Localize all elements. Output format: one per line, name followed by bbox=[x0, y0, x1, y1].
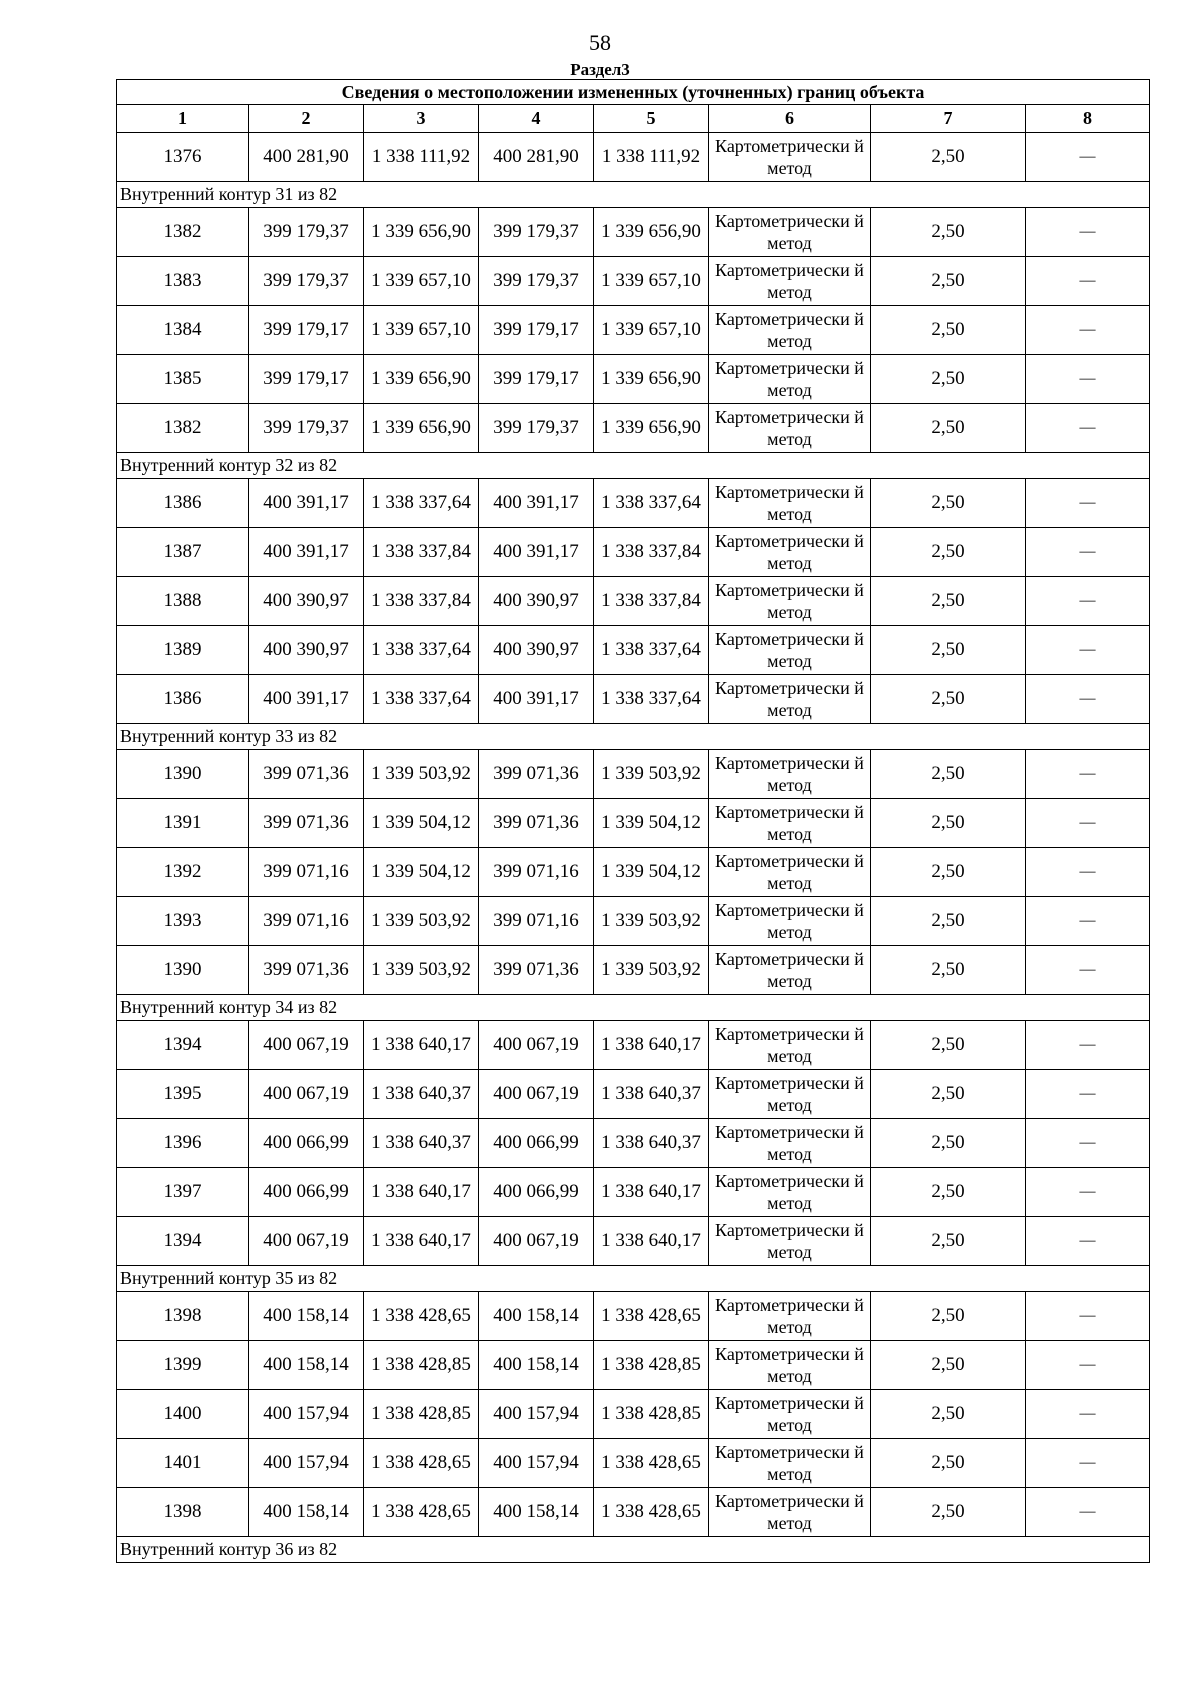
method-cell: Картометрически й метод bbox=[709, 479, 871, 528]
table-row bbox=[117, 1021, 1150, 1070]
x-old-cell: 400 391,17 bbox=[249, 479, 364, 528]
accuracy-cell: 2,50 bbox=[871, 897, 1026, 946]
x-new-cell: 400 157,94 bbox=[479, 1390, 594, 1439]
table-row bbox=[117, 1292, 1150, 1341]
accuracy-cell: 2,50 bbox=[871, 528, 1026, 577]
method-cell: Картометрически й метод bbox=[709, 675, 871, 724]
y-new-cell: 1 338 428,65 bbox=[594, 1292, 709, 1341]
point-number-cell: 1401 bbox=[117, 1439, 249, 1488]
table-row bbox=[117, 1341, 1150, 1390]
description-cell: — bbox=[1026, 848, 1150, 897]
description-cell: — bbox=[1026, 1439, 1150, 1488]
x-old-cell: 399 071,16 bbox=[249, 848, 364, 897]
point-number-cell: 1387 bbox=[117, 528, 249, 577]
description-cell: — bbox=[1026, 257, 1150, 306]
x-old-cell: 400 067,19 bbox=[249, 1021, 364, 1070]
contour-label: Внутренний контур 32 из 82 bbox=[117, 453, 1150, 479]
point-number-cell: 1383 bbox=[117, 257, 249, 306]
y-new-cell: 1 338 640,17 bbox=[594, 1021, 709, 1070]
x-new-cell: 400 391,17 bbox=[479, 479, 594, 528]
y-old-cell: 1 339 503,92 bbox=[364, 897, 479, 946]
accuracy-cell: 2,50 bbox=[871, 306, 1026, 355]
x-old-cell: 400 066,99 bbox=[249, 1119, 364, 1168]
accuracy-cell: 2,50 bbox=[871, 1070, 1026, 1119]
x-old-cell: 400 390,97 bbox=[249, 626, 364, 675]
table-row bbox=[117, 479, 1150, 528]
table-row bbox=[117, 528, 1150, 577]
method-cell: Картометрически й метод bbox=[709, 577, 871, 626]
method-cell: Картометрически й метод bbox=[709, 404, 871, 453]
y-old-cell: 1 339 503,92 bbox=[364, 946, 479, 995]
x-new-cell: 400 067,19 bbox=[479, 1217, 594, 1266]
description-cell: — bbox=[1026, 946, 1150, 995]
column-header: 2 bbox=[249, 105, 364, 133]
y-old-cell: 1 338 428,65 bbox=[364, 1292, 479, 1341]
y-new-cell: 1 338 337,84 bbox=[594, 577, 709, 626]
y-new-cell: 1 339 504,12 bbox=[594, 799, 709, 848]
point-number-cell: 1384 bbox=[117, 306, 249, 355]
description-cell: — bbox=[1026, 404, 1150, 453]
boundary-coordinates-table bbox=[116, 79, 1150, 1563]
x-old-cell: 399 071,16 bbox=[249, 897, 364, 946]
accuracy-cell: 2,50 bbox=[871, 1217, 1026, 1266]
y-new-cell: 1 339 656,90 bbox=[594, 208, 709, 257]
description-cell: — bbox=[1026, 1168, 1150, 1217]
x-old-cell: 400 390,97 bbox=[249, 577, 364, 626]
y-new-cell: 1 339 503,92 bbox=[594, 750, 709, 799]
description-cell: — bbox=[1026, 528, 1150, 577]
contour-label: Внутренний контур 34 из 82 bbox=[117, 995, 1150, 1021]
x-old-cell: 399 179,37 bbox=[249, 208, 364, 257]
y-old-cell: 1 338 640,17 bbox=[364, 1021, 479, 1070]
x-new-cell: 400 158,14 bbox=[479, 1292, 594, 1341]
contour-label: Внутренний контур 31 из 82 bbox=[117, 182, 1150, 208]
x-new-cell: 399 071,16 bbox=[479, 848, 594, 897]
accuracy-cell: 2,50 bbox=[871, 1292, 1026, 1341]
table-row bbox=[117, 626, 1150, 675]
y-old-cell: 1 338 428,85 bbox=[364, 1341, 479, 1390]
accuracy-cell: 2,50 bbox=[871, 675, 1026, 724]
table-row bbox=[117, 355, 1150, 404]
description-cell: — bbox=[1026, 1341, 1150, 1390]
x-new-cell: 400 067,19 bbox=[479, 1021, 594, 1070]
method-cell: Картометрически й метод bbox=[709, 133, 871, 182]
x-old-cell: 399 071,36 bbox=[249, 750, 364, 799]
y-new-cell: 1 338 337,64 bbox=[594, 479, 709, 528]
x-new-cell: 399 071,36 bbox=[479, 946, 594, 995]
accuracy-cell: 2,50 bbox=[871, 1439, 1026, 1488]
accuracy-cell: 2,50 bbox=[871, 1341, 1026, 1390]
method-cell: Картометрически й метод bbox=[709, 1119, 871, 1168]
method-cell: Картометрически й метод bbox=[709, 897, 871, 946]
table-row bbox=[117, 897, 1150, 946]
point-number-cell: 1382 bbox=[117, 404, 249, 453]
table-row bbox=[117, 1390, 1150, 1439]
x-new-cell: 399 071,36 bbox=[479, 750, 594, 799]
y-old-cell: 1 338 337,84 bbox=[364, 577, 479, 626]
accuracy-cell: 2,50 bbox=[871, 1390, 1026, 1439]
y-new-cell: 1 339 503,92 bbox=[594, 946, 709, 995]
x-new-cell: 400 158,14 bbox=[479, 1488, 594, 1537]
accuracy-cell: 2,50 bbox=[871, 479, 1026, 528]
table-row bbox=[117, 1168, 1150, 1217]
method-cell: Картометрически й метод bbox=[709, 257, 871, 306]
x-old-cell: 400 067,19 bbox=[249, 1217, 364, 1266]
y-old-cell: 1 338 337,84 bbox=[364, 528, 479, 577]
column-header: 3 bbox=[364, 105, 479, 133]
x-new-cell: 399 071,16 bbox=[479, 897, 594, 946]
description-cell: — bbox=[1026, 675, 1150, 724]
table-row bbox=[117, 208, 1150, 257]
table-row bbox=[117, 133, 1150, 182]
y-new-cell: 1 339 656,90 bbox=[594, 355, 709, 404]
y-old-cell: 1 338 640,17 bbox=[364, 1217, 479, 1266]
column-header: 1 bbox=[117, 105, 249, 133]
point-number-cell: 1395 bbox=[117, 1070, 249, 1119]
table-caption: Сведения о местоположении измененных (уточненных) границ объекта bbox=[117, 80, 1150, 105]
contour-heading-row bbox=[117, 453, 1150, 479]
point-number-cell: 1388 bbox=[117, 577, 249, 626]
table-row bbox=[117, 675, 1150, 724]
x-new-cell: 400 157,94 bbox=[479, 1439, 594, 1488]
point-number-cell: 1386 bbox=[117, 479, 249, 528]
description-cell: — bbox=[1026, 1217, 1150, 1266]
y-new-cell: 1 338 337,64 bbox=[594, 675, 709, 724]
x-new-cell: 399 179,37 bbox=[479, 208, 594, 257]
x-old-cell: 400 281,90 bbox=[249, 133, 364, 182]
description-cell: — bbox=[1026, 306, 1150, 355]
point-number-cell: 1390 bbox=[117, 946, 249, 995]
y-new-cell: 1 338 337,84 bbox=[594, 528, 709, 577]
table-row bbox=[117, 577, 1150, 626]
point-number-cell: 1389 bbox=[117, 626, 249, 675]
accuracy-cell: 2,50 bbox=[871, 355, 1026, 404]
description-cell: — bbox=[1026, 355, 1150, 404]
point-number-cell: 1394 bbox=[117, 1021, 249, 1070]
description-cell: — bbox=[1026, 799, 1150, 848]
x-new-cell: 400 391,17 bbox=[479, 675, 594, 724]
x-new-cell: 400 390,97 bbox=[479, 577, 594, 626]
accuracy-cell: 2,50 bbox=[871, 626, 1026, 675]
method-cell: Картометрически й метод bbox=[709, 946, 871, 995]
y-old-cell: 1 338 337,64 bbox=[364, 626, 479, 675]
accuracy-cell: 2,50 bbox=[871, 577, 1026, 626]
y-new-cell: 1 338 428,65 bbox=[594, 1488, 709, 1537]
point-number-cell: 1397 bbox=[117, 1168, 249, 1217]
method-cell: Картометрически й метод bbox=[709, 1217, 871, 1266]
method-cell: Картометрически й метод bbox=[709, 1390, 871, 1439]
y-old-cell: 1 339 504,12 bbox=[364, 799, 479, 848]
method-cell: Картометрически й метод bbox=[709, 1439, 871, 1488]
method-cell: Картометрически й метод bbox=[709, 750, 871, 799]
description-cell: — bbox=[1026, 133, 1150, 182]
y-new-cell: 1 338 640,17 bbox=[594, 1168, 709, 1217]
point-number-cell: 1391 bbox=[117, 799, 249, 848]
table-row bbox=[117, 257, 1150, 306]
accuracy-cell: 2,50 bbox=[871, 1119, 1026, 1168]
y-new-cell: 1 338 428,65 bbox=[594, 1439, 709, 1488]
y-old-cell: 1 339 657,10 bbox=[364, 257, 479, 306]
contour-label: Внутренний контур 35 из 82 bbox=[117, 1266, 1150, 1292]
section-title: Раздел3 bbox=[570, 60, 630, 79]
method-cell: Картометрически й метод bbox=[709, 1292, 871, 1341]
point-number-cell: 1386 bbox=[117, 675, 249, 724]
y-old-cell: 1 338 337,64 bbox=[364, 675, 479, 724]
x-old-cell: 399 179,37 bbox=[249, 257, 364, 306]
column-header: 6 bbox=[709, 105, 871, 133]
x-old-cell: 400 157,94 bbox=[249, 1390, 364, 1439]
accuracy-cell: 2,50 bbox=[871, 1488, 1026, 1537]
description-cell: — bbox=[1026, 208, 1150, 257]
contour-label: Внутренний контур 36 из 82 bbox=[117, 1537, 1150, 1563]
contour-heading-row bbox=[117, 1537, 1150, 1563]
description-cell: — bbox=[1026, 1390, 1150, 1439]
point-number-cell: 1400 bbox=[117, 1390, 249, 1439]
y-old-cell: 1 338 640,37 bbox=[364, 1070, 479, 1119]
y-old-cell: 1 339 656,90 bbox=[364, 355, 479, 404]
y-new-cell: 1 338 640,37 bbox=[594, 1119, 709, 1168]
y-new-cell: 1 339 656,90 bbox=[594, 404, 709, 453]
y-new-cell: 1 339 504,12 bbox=[594, 848, 709, 897]
contour-heading-row bbox=[117, 995, 1150, 1021]
accuracy-cell: 2,50 bbox=[871, 848, 1026, 897]
method-cell: Картометрически й метод bbox=[709, 1070, 871, 1119]
y-old-cell: 1 339 504,12 bbox=[364, 848, 479, 897]
point-number-cell: 1376 bbox=[117, 133, 249, 182]
table-row bbox=[117, 1488, 1150, 1537]
description-cell: — bbox=[1026, 1119, 1150, 1168]
point-number-cell: 1396 bbox=[117, 1119, 249, 1168]
accuracy-cell: 2,50 bbox=[871, 946, 1026, 995]
description-cell: — bbox=[1026, 1488, 1150, 1537]
method-cell: Картометрически й метод bbox=[709, 799, 871, 848]
method-cell: Картометрически й метод bbox=[709, 528, 871, 577]
contour-label: Внутренний контур 33 из 82 bbox=[117, 724, 1150, 750]
table-row bbox=[117, 306, 1150, 355]
y-new-cell: 1 339 657,10 bbox=[594, 306, 709, 355]
x-old-cell: 399 071,36 bbox=[249, 799, 364, 848]
x-old-cell: 400 157,94 bbox=[249, 1439, 364, 1488]
y-old-cell: 1 338 428,65 bbox=[364, 1488, 479, 1537]
x-new-cell: 400 281,90 bbox=[479, 133, 594, 182]
table-body bbox=[117, 133, 1150, 1563]
method-cell: Картометрически й метод bbox=[709, 1168, 871, 1217]
y-old-cell: 1 339 656,90 bbox=[364, 404, 479, 453]
accuracy-cell: 2,50 bbox=[871, 750, 1026, 799]
x-old-cell: 399 071,36 bbox=[249, 946, 364, 995]
table-row bbox=[117, 750, 1150, 799]
method-cell: Картометрически й метод bbox=[709, 1488, 871, 1537]
column-header: 5 bbox=[594, 105, 709, 133]
y-new-cell: 1 338 337,64 bbox=[594, 626, 709, 675]
x-old-cell: 399 179,37 bbox=[249, 404, 364, 453]
table-row bbox=[117, 1439, 1150, 1488]
accuracy-cell: 2,50 bbox=[871, 404, 1026, 453]
table-row bbox=[117, 404, 1150, 453]
method-cell: Картометрически й метод bbox=[709, 1021, 871, 1070]
method-cell: Картометрически й метод bbox=[709, 1341, 871, 1390]
description-cell: — bbox=[1026, 1070, 1150, 1119]
x-new-cell: 399 179,17 bbox=[479, 306, 594, 355]
x-old-cell: 400 391,17 bbox=[249, 675, 364, 724]
column-header-row bbox=[117, 105, 1150, 133]
x-new-cell: 399 071,36 bbox=[479, 799, 594, 848]
x-old-cell: 400 391,17 bbox=[249, 528, 364, 577]
y-old-cell: 1 338 337,64 bbox=[364, 479, 479, 528]
table-row bbox=[117, 1070, 1150, 1119]
x-new-cell: 400 158,14 bbox=[479, 1341, 594, 1390]
accuracy-cell: 2,50 bbox=[871, 133, 1026, 182]
description-cell: — bbox=[1026, 577, 1150, 626]
y-new-cell: 1 338 640,17 bbox=[594, 1217, 709, 1266]
column-header: 4 bbox=[479, 105, 594, 133]
page-number: 58 bbox=[589, 30, 611, 55]
x-old-cell: 400 158,14 bbox=[249, 1341, 364, 1390]
description-cell: — bbox=[1026, 750, 1150, 799]
x-old-cell: 400 067,19 bbox=[249, 1070, 364, 1119]
contour-heading-row bbox=[117, 182, 1150, 208]
point-number-cell: 1393 bbox=[117, 897, 249, 946]
point-number-cell: 1392 bbox=[117, 848, 249, 897]
x-new-cell: 400 066,99 bbox=[479, 1119, 594, 1168]
accuracy-cell: 2,50 bbox=[871, 1021, 1026, 1070]
column-header: 8 bbox=[1026, 105, 1150, 133]
point-number-cell: 1399 bbox=[117, 1341, 249, 1390]
column-header: 7 bbox=[871, 105, 1026, 133]
method-cell: Картометрически й метод bbox=[709, 355, 871, 404]
accuracy-cell: 2,50 bbox=[871, 208, 1026, 257]
description-cell: — bbox=[1026, 1292, 1150, 1341]
description-cell: — bbox=[1026, 897, 1150, 946]
y-new-cell: 1 339 657,10 bbox=[594, 257, 709, 306]
contour-heading-row bbox=[117, 724, 1150, 750]
x-old-cell: 400 158,14 bbox=[249, 1292, 364, 1341]
x-new-cell: 399 179,37 bbox=[479, 404, 594, 453]
point-number-cell: 1394 bbox=[117, 1217, 249, 1266]
x-old-cell: 400 066,99 bbox=[249, 1168, 364, 1217]
table-row bbox=[117, 1217, 1150, 1266]
description-cell: — bbox=[1026, 479, 1150, 528]
point-number-cell: 1398 bbox=[117, 1292, 249, 1341]
y-new-cell: 1 338 428,85 bbox=[594, 1341, 709, 1390]
y-old-cell: 1 339 657,10 bbox=[364, 306, 479, 355]
point-number-cell: 1382 bbox=[117, 208, 249, 257]
y-old-cell: 1 338 640,17 bbox=[364, 1168, 479, 1217]
accuracy-cell: 2,50 bbox=[871, 1168, 1026, 1217]
x-new-cell: 399 179,17 bbox=[479, 355, 594, 404]
method-cell: Картометрически й метод bbox=[709, 848, 871, 897]
x-new-cell: 399 179,37 bbox=[479, 257, 594, 306]
x-new-cell: 400 391,17 bbox=[479, 528, 594, 577]
point-number-cell: 1390 bbox=[117, 750, 249, 799]
description-cell: — bbox=[1026, 626, 1150, 675]
y-new-cell: 1 339 503,92 bbox=[594, 897, 709, 946]
point-number-cell: 1398 bbox=[117, 1488, 249, 1537]
x-new-cell: 400 067,19 bbox=[479, 1070, 594, 1119]
method-cell: Картометрически й метод bbox=[709, 626, 871, 675]
point-number-cell: 1385 bbox=[117, 355, 249, 404]
y-old-cell: 1 339 656,90 bbox=[364, 208, 479, 257]
x-new-cell: 400 390,97 bbox=[479, 626, 594, 675]
y-old-cell: 1 338 640,37 bbox=[364, 1119, 479, 1168]
accuracy-cell: 2,50 bbox=[871, 799, 1026, 848]
table-row bbox=[117, 946, 1150, 995]
description-cell: — bbox=[1026, 1021, 1150, 1070]
accuracy-cell: 2,50 bbox=[871, 257, 1026, 306]
method-cell: Картометрически й метод bbox=[709, 208, 871, 257]
y-new-cell: 1 338 428,85 bbox=[594, 1390, 709, 1439]
y-old-cell: 1 338 428,85 bbox=[364, 1390, 479, 1439]
x-old-cell: 400 158,14 bbox=[249, 1488, 364, 1537]
x-new-cell: 400 066,99 bbox=[479, 1168, 594, 1217]
y-new-cell: 1 338 111,92 bbox=[594, 133, 709, 182]
y-new-cell: 1 338 640,37 bbox=[594, 1070, 709, 1119]
x-old-cell: 399 179,17 bbox=[249, 306, 364, 355]
y-old-cell: 1 338 111,92 bbox=[364, 133, 479, 182]
contour-heading-row bbox=[117, 1266, 1150, 1292]
method-cell: Картометрически й метод bbox=[709, 306, 871, 355]
table-row bbox=[117, 799, 1150, 848]
table-row bbox=[117, 1119, 1150, 1168]
y-old-cell: 1 338 428,65 bbox=[364, 1439, 479, 1488]
x-old-cell: 399 179,17 bbox=[249, 355, 364, 404]
table-row bbox=[117, 848, 1150, 897]
y-old-cell: 1 339 503,92 bbox=[364, 750, 479, 799]
